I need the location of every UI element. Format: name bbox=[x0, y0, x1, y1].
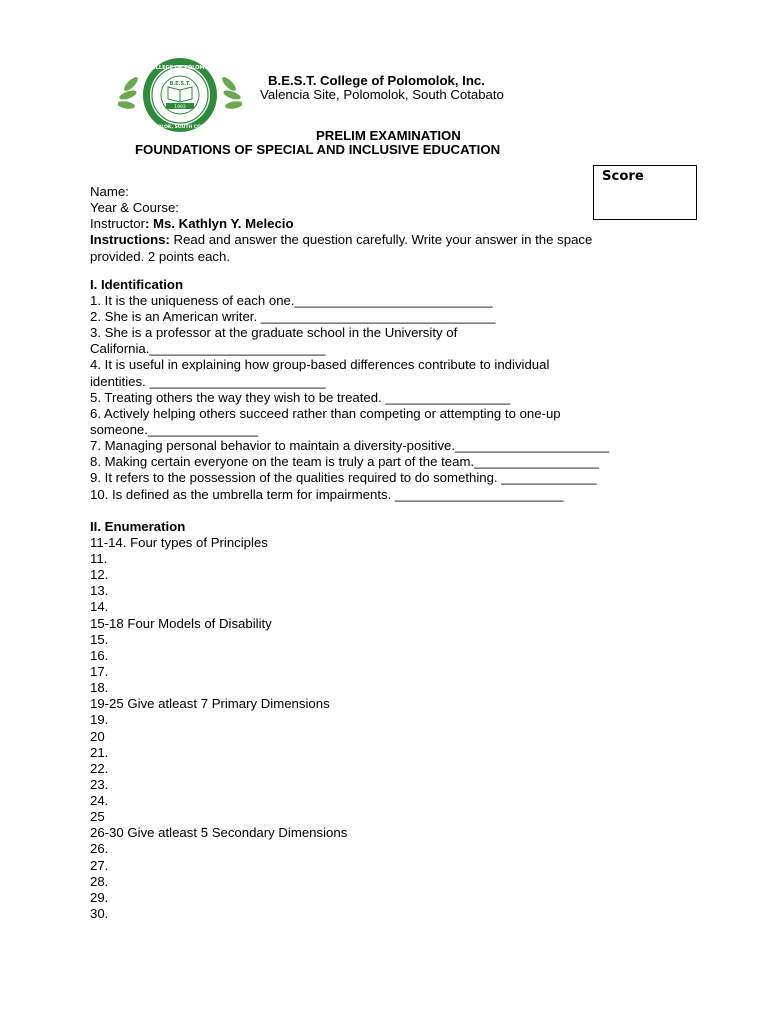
school-address: Valencia Site, Polomolok, South Cotabato bbox=[260, 87, 504, 102]
enumeration-line: 16. bbox=[90, 647, 109, 663]
question-line: someone._______________ bbox=[90, 421, 258, 437]
enumeration-line: 21. bbox=[90, 744, 109, 760]
instructions-line bbox=[90, 232, 690, 248]
enumeration-line: 15-18 Four Models of Disability bbox=[90, 615, 272, 631]
enumeration-line: 27. bbox=[90, 857, 109, 873]
question-line: 3. She is a professor at the graduate school in the University of bbox=[90, 325, 458, 341]
question-line: 9. It refers to the possession of the qualities required to do something. _____________ bbox=[90, 470, 597, 486]
enumeration-line: 11. bbox=[90, 550, 108, 566]
svg-text:1993: 1993 bbox=[174, 105, 186, 110]
identification-list bbox=[90, 293, 690, 503]
enumeration-line: 19. bbox=[90, 712, 109, 728]
question-line: 1. It is the uniqueness of each one.___________________________ bbox=[90, 292, 493, 308]
enumeration-line: 24. bbox=[90, 793, 109, 809]
score-label: Score bbox=[602, 169, 644, 184]
enumeration-heading: II. Enumeration bbox=[90, 518, 186, 534]
instructions-label: Instructions: bbox=[90, 232, 170, 248]
enumeration-line: 29. bbox=[90, 889, 109, 905]
question-line: 5. Treating others the way they wish to be treated. _________________ bbox=[90, 389, 511, 405]
question-line: 6. Actively helping others succeed rather than competing or attempting to one-up bbox=[90, 405, 561, 421]
enumeration-line: 28. bbox=[90, 873, 109, 889]
instructor-colon: : bbox=[144, 216, 150, 232]
enumeration-line: 25 bbox=[90, 809, 105, 825]
enumeration-line: 12. bbox=[90, 567, 109, 583]
enumeration-line: 15. bbox=[90, 631, 109, 647]
enumeration-line: 30. bbox=[90, 906, 109, 922]
enumeration-line: 26. bbox=[90, 841, 109, 857]
question-line: 2. She is an American writer. ________________________________ bbox=[90, 308, 496, 324]
question-line: 10. Is defined as the umbrella term for impairments. _______________________ bbox=[90, 486, 564, 502]
exam-body bbox=[90, 184, 690, 922]
school-name: B.E.S.T. College of Polomolok, Inc. bbox=[268, 73, 485, 88]
instructor-field bbox=[90, 216, 690, 232]
question-line: California.________________________ bbox=[90, 341, 326, 357]
enumeration-line: 22. bbox=[90, 760, 109, 776]
enumeration-line: 13. bbox=[90, 583, 109, 599]
exam-title: PRELIM EXAMINATION bbox=[316, 128, 461, 143]
question-line: 4. It is useful in explaining how group-based differences contribute to individual bbox=[90, 357, 550, 373]
enumeration-line: 23. bbox=[90, 776, 109, 792]
enumeration-line: 26-30 Give atleast 5 Secondary Dimensions bbox=[90, 825, 348, 841]
svg-text:B.E.S.T.: B.E.S.T. bbox=[169, 81, 191, 87]
question-line: 8. Making certain everyone on the team is truly a part of the team._________________ bbox=[90, 454, 599, 470]
enumeration-line: 17. bbox=[90, 663, 109, 679]
school-seal-logo bbox=[118, 57, 242, 133]
enumeration-list bbox=[90, 535, 690, 922]
instructions-text: Read and answer the question carefully. Write your answer in the space bbox=[169, 232, 593, 248]
identification-heading: I. Identification bbox=[90, 276, 184, 292]
enumeration-line: 14. bbox=[90, 599, 109, 615]
instructions-text-2: provided. 2 points each. bbox=[90, 248, 231, 264]
year-course-field: Year & Course: bbox=[90, 200, 179, 216]
course-title: FOUNDATIONS OF SPECIAL AND INCLUSIVE EDUCATION bbox=[135, 142, 501, 157]
enumeration-line: 18. bbox=[90, 680, 109, 696]
question-line: 7. Managing personal behavior to maintain a diversity-positive._____________________ bbox=[90, 438, 610, 454]
enumeration-line: 19-25 Give atleast 7 Primary Dimensions bbox=[90, 696, 330, 712]
svg-text:POLOMOLOK, SOUTH COTABATO: POLOMOLOK, SOUTH COTABATO bbox=[139, 125, 221, 130]
instructor-name: Ms. Kathlyn Y. Melecio bbox=[149, 216, 294, 232]
svg-text:B.E.S.T. COLLEGE OF POLOMOLOK,: B.E.S.T. COLLEGE OF POLOMOLOK, INC. bbox=[125, 65, 235, 71]
enumeration-line: 20 bbox=[90, 728, 105, 744]
enumeration-line: 11-14. Four types of Principles bbox=[90, 534, 268, 550]
question-line: identities. ________________________ bbox=[90, 373, 326, 389]
name-field: Name: bbox=[90, 184, 129, 199]
instructor-label: Instructor bbox=[90, 216, 145, 232]
